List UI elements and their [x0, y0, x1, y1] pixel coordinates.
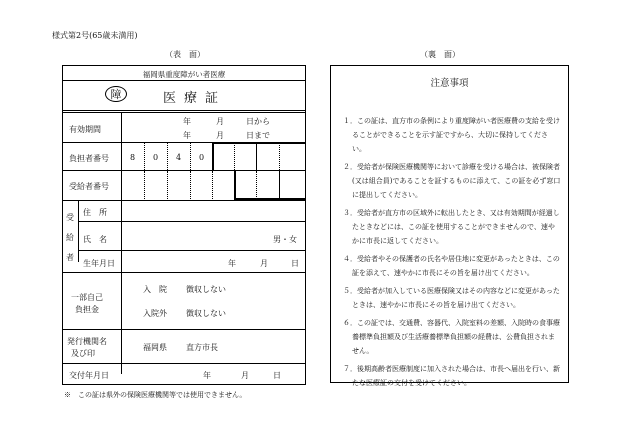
payer-digit: 8 — [130, 153, 136, 162]
note-item: ４．受給者やその保護者の氏名や居住地に変更があったときは、この証を添えて、速やかに市長にその旨を届け出てください。 — [343, 255, 560, 277]
divider — [144, 143, 145, 170]
issue-day-unit: 日 — [273, 371, 281, 380]
inpatient-label: 入 院 — [143, 285, 167, 294]
divider — [279, 170, 280, 200]
front-card — [62, 65, 306, 385]
validity-to-day: 日まで — [246, 131, 270, 140]
back-side-label: （裏 面） — [420, 50, 460, 59]
note-item: ２．受給者が保険医療機関等において診療を受ける場合は、被保険者(又は組合員)であることを証するものに添えて、この証を必ず窓口に提出してください。 — [343, 163, 561, 199]
stamp-mark: 障 — [105, 86, 127, 102]
note-item: ３．受給者が直方市の区域外に転出したとき、又は有効期間が経過したときなどには、この証を使用することができませんので、速やかに市長に返してください。 — [343, 209, 560, 245]
divider — [212, 171, 213, 199]
validity-from-year: 年 — [183, 117, 191, 126]
card-title: 医療証 — [163, 91, 227, 106]
divider — [121, 200, 122, 272]
validity-from-day: 日から — [246, 117, 270, 126]
divider — [63, 170, 305, 171]
divider — [78, 221, 305, 222]
issuer-label-line: 及び印 — [71, 349, 95, 358]
divider — [63, 329, 305, 330]
divider — [234, 143, 235, 170]
copay-label-line: 負担金 — [75, 305, 99, 314]
recipient-section-char: 者 — [66, 253, 74, 262]
issuer-mayor: 直方市長 — [186, 343, 218, 352]
divider — [121, 272, 122, 374]
divider — [190, 171, 191, 199]
address-label: 住 所 — [83, 208, 107, 217]
birth-date-label: 生年月日 — [83, 259, 115, 268]
note-item: ６．この証では、交通費、容器代、入院室料の差額、入院時の食事療養標準負担額及び生活療養標準負担額の経費は、公費負担されません。 — [343, 319, 560, 355]
birth-month-unit: 月 — [260, 259, 268, 268]
validity-from-month: 月 — [216, 117, 224, 126]
payer-digit: 4 — [176, 153, 182, 162]
payer-label: 負担者番号 — [69, 154, 109, 163]
issue-date-label: 交付年月日 — [69, 371, 109, 380]
divider — [63, 272, 305, 273]
sex-options: 男・女 — [273, 235, 297, 244]
divider — [256, 142, 257, 171]
divider — [78, 200, 79, 262]
divider — [212, 142, 214, 171]
divider — [63, 200, 305, 201]
issue-month-unit: 月 — [241, 371, 249, 380]
issuer-label-line: 発行機関名 — [67, 337, 107, 346]
note-item: ５．受給者が加入している医療保険又はその内容などに変更があったときは、速やかに市長にその旨を届け出てください。 — [343, 287, 560, 309]
footnote: ※ この証は県外の保険医療機関等では使用できません。 — [64, 391, 247, 399]
recipient-section-char: 受 — [66, 213, 74, 222]
divider — [256, 171, 257, 199]
validity-to-month: 月 — [216, 131, 224, 140]
recipient-section-char: 給 — [66, 233, 74, 242]
back-card — [330, 65, 569, 387]
divider — [144, 171, 145, 199]
outpatient-value: 徴収しない — [186, 309, 226, 318]
notes-title: 注意事項 — [430, 78, 469, 89]
name-label: 氏 名 — [83, 235, 107, 244]
notes-list — [343, 114, 561, 394]
divider — [121, 142, 122, 200]
validity-to-year: 年 — [183, 131, 191, 140]
divider — [63, 80, 305, 81]
form-number: 様式第2号(65歳未満用) — [52, 31, 138, 40]
divider — [78, 250, 305, 251]
divider — [167, 171, 168, 199]
note-item: １．この証は、直方市の条例により重度障がい者医療費の支給を受けることができることを示す証ですから、大切に保持してください。 — [343, 117, 560, 153]
divider — [234, 170, 236, 200]
double-divider — [63, 110, 305, 113]
note-item: ７．後期高齢者医療制度に加入された場合は、市長へ届出を行い、新たな医療証の交付を受けてください。 — [343, 365, 560, 387]
payer-digit: 0 — [153, 153, 159, 162]
payer-digit: 0 — [199, 153, 205, 162]
divider — [167, 143, 168, 170]
validity-label: 有効期間 — [69, 125, 101, 134]
recipient-number-label: 受給者番号 — [69, 182, 109, 191]
issuer-header: 福岡県重度障がい者医療 — [142, 70, 226, 79]
divider — [63, 363, 305, 364]
issue-year-unit: 年 — [203, 371, 211, 380]
divider — [190, 143, 191, 170]
divider — [121, 113, 122, 142]
divider — [212, 142, 305, 144]
front-side-label: （表 面） — [165, 50, 205, 59]
copay-label-line: 一部自己 — [71, 293, 103, 302]
outpatient-label: 入院外 — [143, 309, 167, 318]
birth-year-unit: 年 — [228, 259, 236, 268]
divider — [279, 143, 280, 170]
issuer-prefecture: 福岡県 — [143, 343, 167, 352]
inpatient-value: 徴収しない — [186, 285, 226, 294]
birth-day-unit: 日 — [291, 259, 299, 268]
